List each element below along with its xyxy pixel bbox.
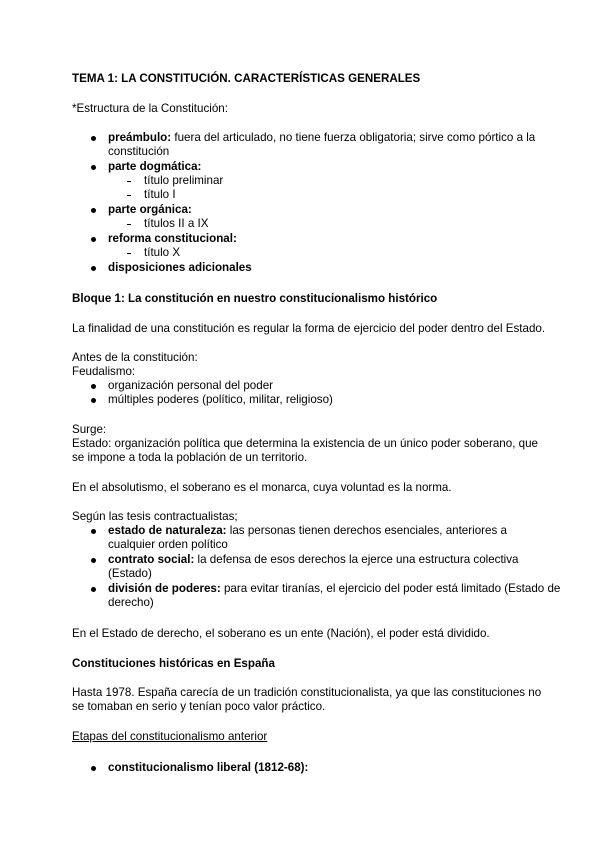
term-division: división de poderes: <box>108 582 221 595</box>
feudalismo-item: múltiples poderes (político, militar, religioso) <box>108 393 333 406</box>
bullet-icon <box>91 529 96 534</box>
division-text: para evitar tiranías, el ejercicio del poder está limitado (Estado de <box>220 582 561 595</box>
bullet-icon <box>91 558 96 563</box>
list-item-naturaleza <box>108 524 507 538</box>
sub-item-preliminar: título preliminar <box>144 174 224 187</box>
list-item-dogmatica: parte dogmática: <box>108 160 202 173</box>
naturaleza-text-continued: cualquier orden político <box>108 538 228 551</box>
sub-item-titulos-ii-ix: títulos II a IX <box>144 217 209 230</box>
contrato-text: la defensa de esos derechos la ejerce una estructura colectiva <box>194 553 519 566</box>
dash-icon <box>127 224 131 225</box>
list-item-reforma: reforma constitucional: <box>108 232 237 245</box>
preambulo-text-continued: constitución <box>108 145 170 158</box>
antes-label: Antes de la constitución: <box>72 351 198 364</box>
feudalismo-label: Feudalismo: <box>72 365 136 378</box>
list-item-division <box>108 582 560 596</box>
etapas-item: constitucionalismo liberal (1812-68): <box>108 761 309 774</box>
list-item-disposiciones: disposiciones adicionales <box>108 261 252 274</box>
bullet-icon <box>91 266 96 271</box>
bullet-icon <box>91 237 96 242</box>
term-preambulo: preámbulo: <box>108 131 172 144</box>
tesis-label: Según las tesis contractualistas; <box>72 510 238 523</box>
estado-paragraph: Estado: organización política que determina la existencia de un único poder soberano, que <box>72 437 538 450</box>
sub-item-titulo-i: título I <box>144 188 176 201</box>
dash-icon <box>127 195 131 196</box>
bullet-icon <box>91 165 96 170</box>
division-text-continued: derecho) <box>108 596 154 609</box>
list-item-organica: parte orgánica: <box>108 203 192 216</box>
bullet-icon <box>91 384 96 389</box>
dash-icon <box>127 181 131 182</box>
preambulo-text: fuera del articulado, no tiene fuerza obligatoria; sirve como pórtico a la <box>171 131 536 144</box>
term-contrato: contrato social: <box>108 553 195 566</box>
contrato-text-continued: (Estado) <box>108 567 152 580</box>
estado-paragraph-continued: se impone a toda la población de un territorio. <box>72 451 308 464</box>
bullet-icon <box>91 766 96 771</box>
document-title: TEMA 1: LA CONSTITUCIÓN. CARACTERÍSTICAS GENERALES <box>72 72 421 85</box>
bullet-icon <box>91 208 96 213</box>
structure-heading: *Estructura de la Constitución: <box>72 102 228 115</box>
hasta-paragraph-continued: se tomaban en serio y tenían poco valor práctico. <box>72 700 326 713</box>
estado-derecho-paragraph: En el Estado de derecho, el soberano es un ente (Nación), el poder está dividido. <box>72 627 490 640</box>
bullet-icon <box>91 136 96 141</box>
list-item-preambulo <box>108 131 535 145</box>
bloque1-heading: Bloque 1: La constitución en nuestro constitucionalismo histórico <box>72 292 438 305</box>
surge-label: Surge: <box>72 423 107 436</box>
etapas-heading: Etapas del constitucionalismo anterior <box>72 730 268 743</box>
historicas-heading: Constituciones históricas en España <box>72 657 275 670</box>
feudalismo-item: organización personal del poder <box>108 379 274 392</box>
bullet-icon <box>91 587 96 592</box>
list-item-contrato <box>108 553 519 567</box>
hasta-paragraph: Hasta 1978. España carecía de un tradición constitucionalista, ya que las constituciones no <box>72 686 542 699</box>
term-naturaleza: estado de naturaleza: <box>108 524 227 537</box>
absolutismo-paragraph: En el absolutismo, el soberano es el monarca, cuya voluntad es la norma. <box>72 481 452 494</box>
naturaleza-text: las personas tienen derechos esenciales, anteriores a <box>226 524 507 537</box>
bullet-icon <box>91 398 96 403</box>
dash-icon <box>127 253 131 254</box>
sub-item-titulo-x: título X <box>144 246 181 259</box>
finalidad-paragraph: La finalidad de una constitución es regular la forma de ejercicio del poder dentro del Estado. <box>72 322 546 335</box>
